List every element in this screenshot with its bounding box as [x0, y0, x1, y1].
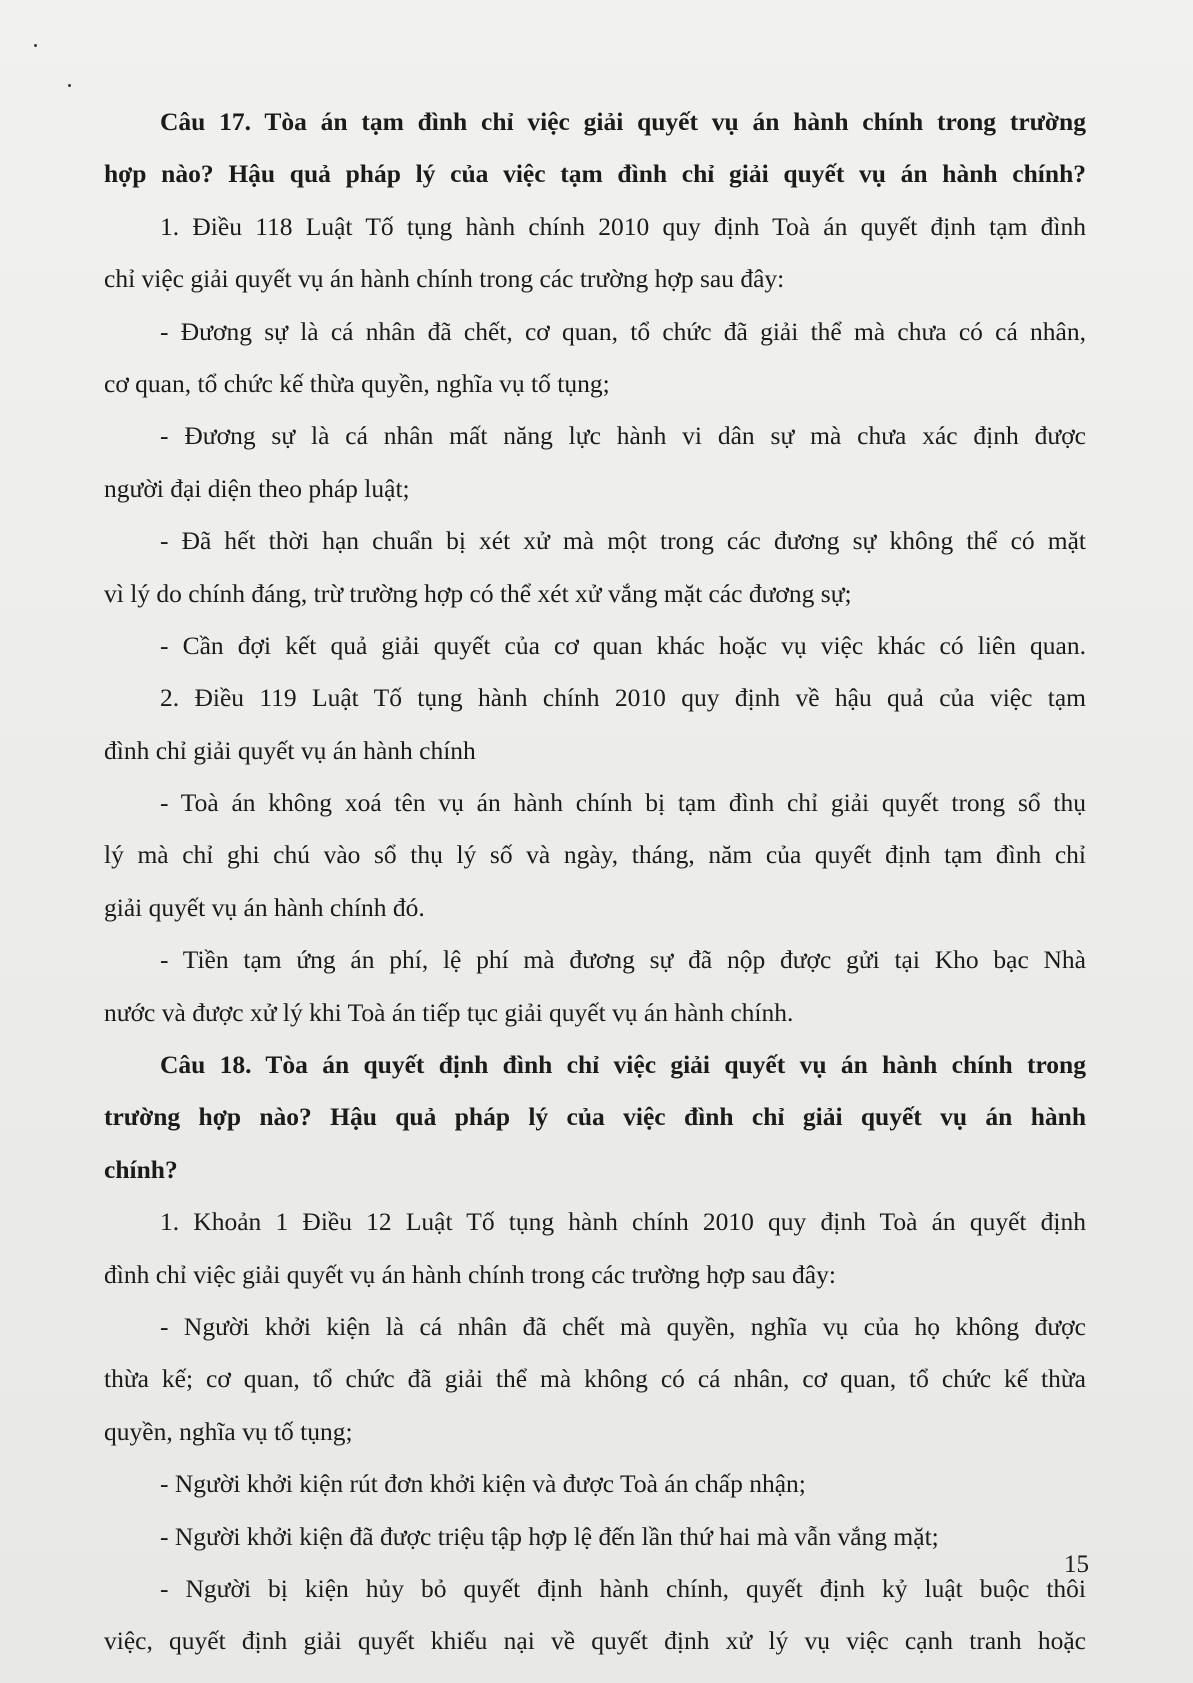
- q18-bullet-4-cont: việc, quyết định giải quyết khiếu nại về quyết định xử lý vụ việc cạnh tranh hoặc: [104, 1626, 1086, 1656]
- question-18-title-cont: trường hợp nào? Hậu quả pháp lý của việc đình chỉ giải quyết vụ án hành: [104, 1102, 1086, 1132]
- q17-paragraph-1: 1. Điều 118 Luật Tố tụng hành chính 2010 quy định Toà án quyết định tạm đình: [160, 211, 1086, 241]
- q17-bullet-3: - Đã hết thời hạn chuẩn bị xét xử mà một trong các đương sự không thể có mặt: [160, 526, 1086, 556]
- question-17-title-cont: hợp nào? Hậu quả pháp lý của việc tạm đình chỉ giải quyết vụ án hành chính?: [104, 159, 1086, 189]
- q17-bullet-2: - Đương sự là cá nhân mất năng lực hành vi dân sự mà chưa xác định được: [160, 421, 1086, 451]
- q17-bullet-5: - Toà án không xoá tên vụ án hành chính bị tạm đình chỉ giải quyết trong sổ thụ: [160, 788, 1086, 818]
- q17-paragraph-1-cont: chỉ việc giải quyết vụ án hành chính trong các trường hợp sau đây:: [104, 264, 785, 294]
- scan-speck: [34, 44, 37, 47]
- scan-speck: [68, 84, 71, 87]
- q17-bullet-5-cont: lý mà chỉ ghi chú vào sổ thụ lý số và ngày, tháng, năm của quyết định tạm đình chỉ: [104, 840, 1086, 870]
- q17-bullet-1: - Đương sự là cá nhân đã chết, cơ quan, tổ chức đã giải thể mà chưa có cá nhân,: [160, 316, 1086, 346]
- q17-bullet-6: - Tiền tạm ứng án phí, lệ phí mà đương sự đã nộp được gửi tại Kho bạc Nhà: [160, 945, 1086, 975]
- q18-bullet-4: - Người bị kiện hủy bỏ quyết định hành chính, quyết định kỷ luật buộc thôi: [160, 1573, 1086, 1603]
- q17-paragraph-2: 2. Điều 119 Luật Tố tụng hành chính 2010 quy định về hậu quả của việc tạm: [160, 683, 1086, 713]
- q18-bullet-1-end: quyền, nghĩa vụ tố tụng;: [104, 1416, 353, 1446]
- question-18-title: Câu 18. Tòa án quyết định đình chỉ việc giải quyết vụ án hành chính trong: [160, 1050, 1086, 1080]
- q18-bullet-1-cont: thừa kế; cơ quan, tổ chức đã giải thể mà không có cá nhân, cơ quan, tổ chức kế thừa: [104, 1364, 1086, 1394]
- q18-bullet-2: - Người khởi kiện rút đơn khởi kiện và được Toà án chấp nhận;: [160, 1469, 806, 1499]
- page-number: 15: [1064, 1551, 1089, 1578]
- question-17-title: Câu 17. Tòa án tạm đình chỉ việc giải quyết vụ án hành chính trong trường: [160, 107, 1086, 136]
- q17-bullet-3-cont: vì lý do chính đáng, trừ trường hợp có thể xét xử vắng mặt các đương sự;: [104, 578, 852, 608]
- q17-bullet-1-cont: cơ quan, tổ chức kế thừa quyền, nghĩa vụ tố tụng;: [104, 368, 610, 398]
- q17-bullet-4: - Cần đợi kết quả giải quyết của cơ quan khác hoặc vụ việc khác có liên quan.: [160, 630, 1086, 660]
- question-18-title-end: chính?: [104, 1154, 178, 1184]
- q17-paragraph-2-cont: đình chỉ giải quyết vụ án hành chính: [104, 735, 476, 765]
- q17-bullet-2-cont: người đại diện theo pháp luật;: [104, 473, 410, 503]
- q17-bullet-5-end: giải quyết vụ án hành chính đó.: [104, 892, 425, 922]
- page-content: [104, 96, 1086, 1668]
- q18-paragraph-1-cont: đình chỉ việc giải quyết vụ án hành chính trong các trường hợp sau đây:: [104, 1259, 836, 1289]
- q17-bullet-6-cont: nước và được xử lý khi Toà án tiếp tục giải quyết vụ án hành chính.: [104, 997, 794, 1027]
- q18-bullet-1: - Người khởi kiện là cá nhân đã chết mà quyền, nghĩa vụ của họ không được: [160, 1311, 1086, 1341]
- q18-bullet-3: - Người khởi kiện đã được triệu tập hợp lệ đến lần thứ hai mà vẫn vắng mặt;: [160, 1521, 939, 1551]
- q18-paragraph-1: 1. Khoản 1 Điều 12 Luật Tố tụng hành chính 2010 quy định Toà án quyết định: [160, 1207, 1086, 1237]
